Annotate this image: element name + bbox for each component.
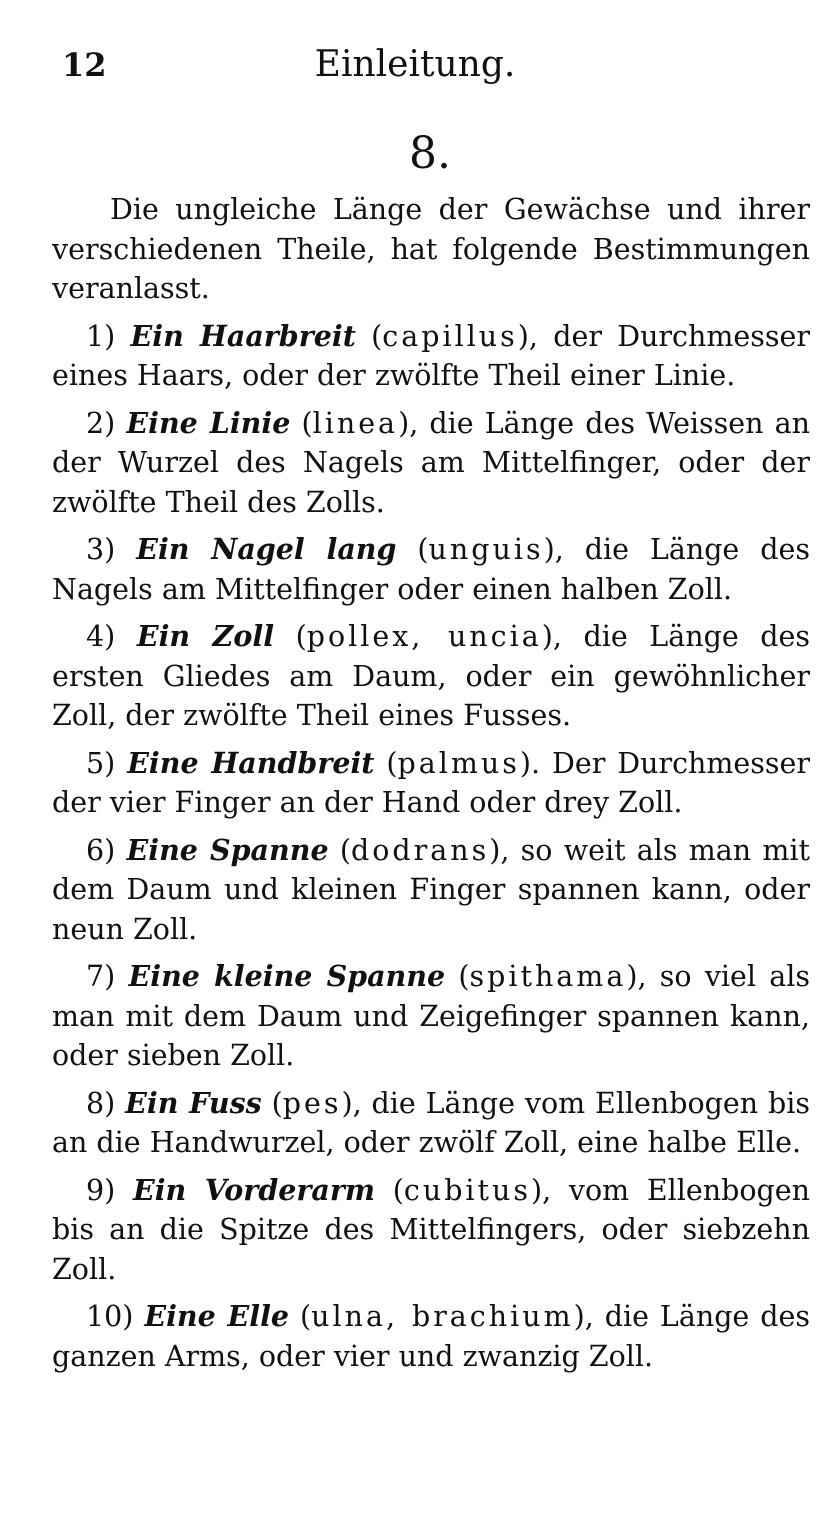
item-latin: capillus [382, 319, 518, 353]
item-term: Eine Handbreit [127, 745, 375, 780]
intro-paragraph: Die ungleiche Länge der Gewächse und ihrer verschiedenen Theile, hat folgende Bestimmungen veranlasst. [52, 193, 810, 305]
page-number: 12 [62, 46, 107, 84]
item-latin: ulna, brachium [311, 1300, 574, 1333]
item-term: Ein Fuss [125, 1085, 262, 1120]
item-term: Ein Vorderarm [132, 1172, 376, 1207]
item-latin: dodrans [350, 833, 490, 867]
definition-list [52, 317, 810, 1377]
item-number: 5) [86, 746, 116, 780]
item-term: Ein Zoll [136, 619, 275, 653]
item-term: Eine Spanne [126, 832, 329, 867]
item-latin: cubitus [403, 1173, 531, 1207]
definition-item: 10) Eine Elle (ulna, brachium), die Länge des ganzen Arms, oder vier und zwanzig Zoll. [52, 1299, 810, 1373]
item-number: 9) [86, 1173, 116, 1207]
page-header [0, 44, 830, 94]
section-number: 8. [409, 128, 451, 179]
item-description: , der Durchmesser eines Haars, oder der zwölfte Theil einer Linie. [52, 319, 811, 392]
item-description: , so weit als man mit dem Daum und kleinen Finger spannen kann, oder neun Zoll. [52, 833, 810, 946]
item-number: 8) [86, 1086, 116, 1120]
item-description: , vom Ellenbogen bis an die Spitze des Mittelfingers, oder siebzehn Zoll. [52, 1173, 810, 1286]
running-head: Einleitung. [314, 44, 516, 85]
item-latin: pollex, uncia [306, 620, 542, 653]
definition-item: 5) Eine Handbreit (palmus). Der Durchmesser der vier Finger an der Hand oder drey Zoll. [52, 745, 811, 819]
item-number: 6) [86, 833, 116, 867]
item-latin: palmus [397, 746, 520, 780]
item-description: , die Länge vom Ellenbogen bis an die Handwurzel, oder zwölf Zoll, eine halbe Elle. [52, 1086, 810, 1159]
item-description: , die Länge des ersten Gliedes am Daum, oder ein gewöhnlicher Zoll, der zwölfte Theil eines Fusses. [52, 620, 810, 732]
definition-item: 4) Ein Zoll (pollex, uncia), die Länge des ersten Gliedes am Daum, oder ein gewöhnlicher Zoll, der zwölfte Theil eines Fusses. [52, 619, 810, 732]
item-description: , so viel als man mit dem Daum und Zeigefinger spannen kann, oder sieben Zoll. [52, 960, 811, 1072]
item-latin: spithama [469, 960, 627, 993]
section-body [52, 190, 810, 1384]
item-description: . Der Durchmesser der vier Finger an der Hand oder drey Zoll. [52, 746, 811, 819]
item-number: 3) [86, 533, 116, 566]
definition-item: 6) Eine Spanne (dodrans), so weit als man mit dem Daum und kleinen Finger spannen kann, oder neun Zoll. [52, 832, 810, 946]
item-term: Eine Elle [144, 1299, 290, 1333]
item-term: Ein Nagel lang [136, 532, 397, 566]
item-latin: pes [282, 1086, 342, 1120]
definition-item: 2) Eine Linie (linea), die Länge des Weissen an der Wurzel des Nagels am Mittelfinger, oder der zwölfte Theil des Zolls. [52, 405, 810, 519]
item-number: 2) [86, 406, 116, 440]
item-term: Ein Haarbreit [130, 318, 356, 353]
definition-item: 3) Ein Nagel lang (unguis), die Länge des Nagels am Mittelfinger oder einen halben Zoll. [52, 532, 810, 606]
definition-item: 7) Eine kleine Spanne (spithama), so viel als man mit dem Daum und Zeigefinger spannen kann, oder sieben Zoll. [52, 959, 811, 1072]
definition-item: 1) Ein Haarbreit (capillus), der Durchmesser eines Haars, oder der zwölfte Theil einer Linie. [52, 318, 811, 392]
item-number: 4) [86, 620, 116, 653]
definition-item: 9) Ein Vorderarm (cubitus), vom Ellenbogen bis an die Spitze des Mittelfingers, oder siebzehn Zoll. [52, 1172, 810, 1286]
item-term: Eine Linie [126, 405, 291, 440]
item-number: 10) [86, 1300, 134, 1333]
item-latin: linea [312, 406, 399, 440]
definition-item: 8) Ein Fuss (pes), die Länge vom Ellenbogen bis an die Handwurzel, oder zwölf Zoll, eine halbe Elle. [52, 1085, 810, 1159]
item-term: Eine kleine Spanne [128, 959, 446, 993]
item-number: 7) [86, 960, 116, 993]
item-description: , die Länge des ganzen Arms, oder vier und zwanzig Zoll. [52, 1300, 810, 1373]
item-number: 1) [86, 319, 116, 353]
item-description: , die Länge des Weissen an der Wurzel des Nagels am Mittelfinger, oder der zwölfte Theil des Zolls. [52, 406, 810, 519]
item-description: , die Länge des Nagels am Mittelfinger oder einen halben Zoll. [52, 533, 810, 606]
item-latin: unguis [428, 533, 544, 566]
